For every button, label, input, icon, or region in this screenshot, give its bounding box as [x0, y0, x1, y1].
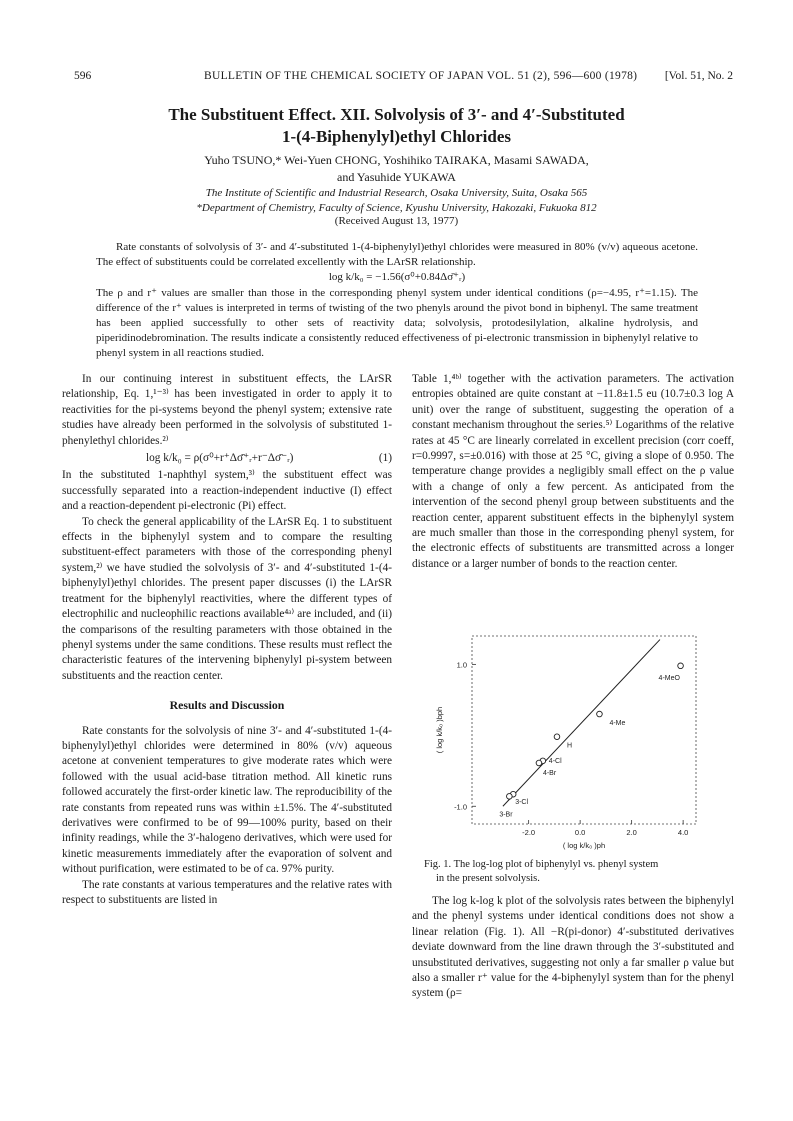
figure-1	[424, 630, 714, 872]
data-point	[507, 794, 513, 800]
caption-line: Fig. 1. The log-log plot of biphenylyl vs. phenyl system	[424, 859, 659, 870]
author-list	[60, 152, 733, 186]
section-heading: Results and Discussion	[169, 698, 285, 713]
abstract-paragraph: Rate constants of solvolysis of 3′- and 4′-substituted 1-(4-biphenylyl)ethyl chlorides were measured in 80% (v/v) aqueous acetone. The effect of substituents could be correlated excellently with the LArSR relationship.	[96, 241, 698, 269]
x-tick-label: 0.0	[574, 828, 586, 837]
left-column	[62, 372, 392, 908]
body-paragraph: Rate constants for the solvolysis of nine 3′- and 4′-substituted 1-(4-biphenylyl)ethyl chlorides were determined in 80% (v/v) aqueous acetone at convenient temperatures to give moderate rates which were followed with the usual acid-base titration method. All kinetic runs followed accurately the first-order kinetic law. The reproducibility of the rate constants from repeated runs was within ±1.5%. The 4′-substituted derivatives were confirmed to be of 99—100% purity, based on their infinity readings, while the 3′-halogeno derivatives, which were used for kinetic measurements immediately after the evaporation of solvent and without purification, were estimated to be of ca. 97% purity.	[62, 724, 392, 876]
point-label: H	[566, 742, 573, 750]
body-paragraph: The rate constants at various temperatures and the relative rates with respect to substituents are listed in	[62, 878, 392, 906]
point-label: 4-Cl	[548, 757, 562, 765]
author-line: Yuho TSUNO,* Wei-Yuen CHONG, Yoshihiko TAIRAKA, Masami SAWADA,	[204, 153, 589, 167]
journal-citation: BULLETIN OF THE CHEMICAL SOCIETY OF JAPAN VOL. 51 (2), 596—600 (1978)	[204, 70, 638, 82]
abstract-paragraph: The ρ and r⁺ values are smaller than those in the corresponding phenyl system under identical conditions (ρ=−4.95, r⁺=1.15). The difference of the r⁺ values is interpreted in terms of twisting of the two phenyls around the pivot bond in biphenyl. The same treatment has been applied successfully to other sets of reactivity data; solvolysis, protodesilylation, alkaline hydrolysis, and piperidinodebromination. The results indicate a consistently reduced effectiveness of pi-electronic transmission in biphenylyl relative to phenyl system in all reactions studied.	[96, 286, 698, 360]
x-tick-label: 2.0	[626, 828, 637, 837]
title-line: The Substituent Effect. XII. Solvolysis of 3′- and 4′-Substituted	[168, 105, 625, 124]
equation-text: log k/k₀ = ρ(σ⁰+r⁺Δσ̄⁺ᵣ+r⁻Δσ̄⁻ᵣ)	[146, 452, 294, 465]
body-paragraph: Table 1,⁴ᵇ⁾ together with the activation parameters. The activation entropies obtained are quite constant at −11.8±1.5 eu (10.7±0.3 log A unit) over the range of substituent, suggesting the operation of a constant mechanism throughout the series.⁵⁾ Logarithms of the relative rates at 45 °C are linearly correlated in excellent precision (corr coeff, r=0.9997, s=±0.016) with those at 25 °C, giving a slope of 0.950. The temperature change provides a negligibly small effect on the ρ value with a change of only a few percent. As anticipated from the intervention of the second phenyl group between substituents and the reaction center, apparent substituent effects in the biphenylyl system are much smaller than those in the corresponding phenyl system, for the electronic effects of substituents are transmitted across a longer distance or a larger number of bonds to the reaction center.	[412, 373, 734, 570]
received-date: (Received August 13, 1977)	[334, 215, 459, 227]
point-label: 4-Br	[542, 769, 557, 777]
y-tick-label: -1.0	[454, 802, 467, 812]
data-point	[678, 663, 684, 669]
body-paragraph: In the substituted 1-naphthyl system,³⁾ the substituent effect was successfully separated into a reaction-independent inductive (I) effect and a reaction-dependent pi-electronic (Pi) effect.	[62, 469, 392, 513]
point-label: 3-Br	[499, 811, 513, 819]
point-label: 4-MeO	[658, 674, 680, 682]
y-tick-label: 1.0	[456, 660, 467, 670]
abstract	[96, 240, 698, 362]
data-point	[597, 711, 603, 717]
point-label: 3-Cl	[515, 799, 529, 807]
affiliation-line: *Department of Chemistry, Faculty of Science, Kyushu University, Hakozaki, Fukuoka 812	[196, 202, 597, 214]
data-point	[536, 760, 542, 766]
affiliations	[60, 186, 733, 216]
x-tick-label: 4.0	[677, 828, 689, 837]
equation-1	[62, 449, 392, 468]
author-line: and Yasuhide YUKAWA	[337, 170, 456, 184]
caption-line: in the present solvolysis.	[436, 873, 540, 884]
data-point	[554, 734, 560, 740]
title-line: 1-(4-Biphenylyl)ethyl Chlorides	[281, 127, 512, 146]
paper-title	[60, 104, 733, 148]
plot-frame	[472, 636, 696, 824]
figure-caption	[424, 858, 730, 886]
running-head	[74, 70, 733, 86]
volume-label: [Vol. 51, No. 2	[664, 70, 733, 82]
body-paragraph: In our continuing interest in substituent effects, the LArSR relationship, Eq. 1,¹⁻³⁾ has been investigated in order to apply it to reactivities for the pi-systems beyond the phenyl system; extensive rate studies have already been performed in the solvolysis of substituted 1-phenylethyl chlorides.²⁾	[62, 373, 392, 447]
right-column	[412, 372, 734, 572]
abstract-equation: log k/k₀ = −1.56(σ⁰+0.84Δσ̄⁺ᵣ)	[328, 271, 466, 284]
y-axis-label: ( log k/k₀ )bph	[435, 706, 444, 754]
right-column-continued	[412, 894, 734, 1002]
log-log-plot	[424, 630, 714, 855]
x-tick-label: -2.0	[522, 828, 536, 837]
x-axis-label: ( log k/k₀ )ph	[562, 841, 606, 850]
body-paragraph: The log k-log k plot of the solvolysis rates between the biphenylyl and the phenyl systems under identical conditions does not show a linear relation (Fig. 1). All −R(pi-donor) 4′-substituted derivatives deviate downward from the line drawn through the 3′-substituted and unsubstituted derivatives, suggesting not only a far smaller ρ value but also a smaller r⁺ value for the 4-biphenylyl system than for the phenyl system (ρ=	[412, 895, 734, 1000]
affiliation-line: The Institute of Scientific and Industrial Research, Osaka University, Suita, Osaka 565	[205, 187, 588, 199]
correlation-line	[503, 640, 660, 807]
body-paragraph: To check the general applicability of the LArSR Eq. 1 to substituent effects in the biphenylyl system and to compare the resulting substituent-effect parameters with those of the corresponding phenyl system,²⁾ we have studied the solvolysis of 3′- and 4′-substituted 1-(4-biphenylyl)ethyl chlorides. The present paper discusses (i) the LArSR treatment for the biphenylyl reactivities, where the different types of electrophilic and nucleophilic reactions available⁴ᵃ⁾ are included, and (ii) the comparisons of the resulting parameters with those obtained in the phenyl systems under the same conditions. These results must reflect the characteristic features of the intervening biphenylyl pi-system between substituents and the reaction center.	[62, 515, 392, 682]
equation-number: (1)	[378, 452, 392, 465]
point-label: 4-Me	[609, 720, 626, 728]
page-number: 596	[74, 70, 92, 82]
